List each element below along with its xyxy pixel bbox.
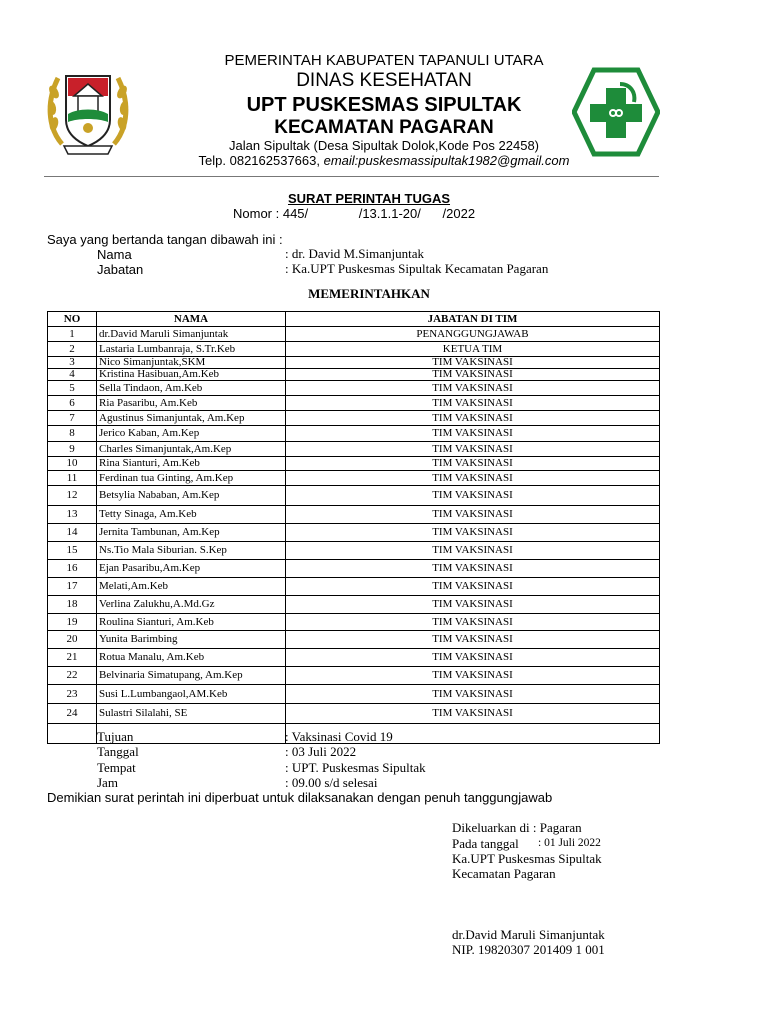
signer-nip: NIP. 19820307 201409 1 001 — [452, 942, 605, 957]
row-number: 7 — [48, 411, 97, 426]
row-position: TIM VAKSINASI — [286, 596, 660, 614]
signer-position: Ka.UPT Puskesmas Sipultak — [452, 851, 602, 866]
jabatan-value: : Ka.UPT Puskesmas Sipultak Kecamatan Pagaran — [285, 261, 549, 276]
table-row — [48, 327, 660, 342]
row-name: Verlina Zalukhu,A.Md.Gz — [97, 596, 286, 614]
row-position: TIM VAKSINASI — [286, 578, 660, 596]
table-row — [48, 396, 660, 411]
row-number: 5 — [48, 381, 97, 396]
table-row — [48, 411, 660, 426]
row-name: Betsylia Nababan, Am.Kep — [97, 486, 286, 506]
row-number: 11 — [48, 471, 97, 486]
tujuan-value: : Vaksinasi Covid 19 — [285, 729, 393, 744]
letterhead-address: Jalan Sipultak (Desa Sipultak Dolok,Kode Pos 22458) — [228, 138, 539, 153]
row-number: 4 — [48, 369, 97, 381]
row-name: Belvinaria Simatupang, Am.Kep — [97, 667, 286, 685]
table-header-row — [48, 312, 660, 327]
row-position: TIM VAKSINASI — [286, 704, 660, 724]
row-position: TIM VAKSINASI — [286, 486, 660, 506]
row-number: 20 — [48, 631, 97, 649]
tujuan-label: Tujuan — [97, 729, 134, 744]
row-name: Charles Simanjuntak,Am.Kep — [97, 442, 286, 457]
row-position: TIM VAKSINASI — [286, 614, 660, 631]
row-position: TIM VAKSINASI — [286, 524, 660, 542]
row-name: Roulina Sianturi, Am.Keb — [97, 614, 286, 631]
row-name: Agustinus Simanjuntak, Am.Kep — [97, 411, 286, 426]
row-number: 23 — [48, 685, 97, 704]
nama-label: Nama — [97, 247, 132, 262]
row-position: TIM VAKSINASI — [286, 442, 660, 457]
nama-value: : dr. David M.Simanjuntak — [285, 246, 425, 261]
row-name: Ns.Tio Mala Siburian. S.Kep — [97, 542, 286, 560]
row-position: TIM VAKSINASI — [286, 457, 660, 471]
row-position: TIM VAKSINASI — [286, 411, 660, 426]
row-number: 16 — [48, 560, 97, 578]
table-row — [48, 614, 660, 631]
row-position: TIM VAKSINASI — [286, 649, 660, 667]
letterhead-divider — [44, 176, 659, 177]
table-row — [48, 685, 660, 704]
issued-date-label: Pada tanggal — [452, 836, 519, 851]
issued-at: Dikeluarkan di : Pagaran — [452, 820, 582, 835]
letterhead-district: KECAMATAN PAGARAN — [274, 117, 494, 138]
table-row — [48, 369, 660, 381]
row-name: dr.David Maruli Simanjuntak — [97, 327, 286, 342]
row-name: Sulastri Silalahi, SE — [97, 704, 286, 724]
row-number: 22 — [48, 667, 97, 685]
row-name: Ejan Pasaribu,Am.Kep — [97, 560, 286, 578]
row-position: TIM VAKSINASI — [286, 396, 660, 411]
letterhead-contact — [0, 153, 768, 168]
row-position: TIM VAKSINASI — [286, 560, 660, 578]
table-row — [48, 426, 660, 442]
table-row — [48, 506, 660, 524]
letterhead-government: PEMERINTAH KABUPATEN TAPANULI UTARA — [224, 52, 544, 69]
jabatan-label: Jabatan — [97, 262, 144, 277]
row-number: 15 — [48, 542, 97, 560]
row-number: 18 — [48, 596, 97, 614]
row-name: Melati,Am.Keb — [97, 578, 286, 596]
row-name: Ferdinan tua Ginting, Am.Kep — [97, 471, 286, 486]
row-number: 19 — [48, 614, 97, 631]
row-number: 6 — [48, 396, 97, 411]
row-number — [48, 724, 97, 744]
letterhead-phone: Telp. 082162537663, — [198, 153, 324, 168]
row-number: 17 — [48, 578, 97, 596]
table-row — [48, 381, 660, 396]
letterhead-agency: DINAS KESEHATAN — [296, 70, 472, 91]
tempat-value: : UPT. Puskesmas Sipultak — [285, 760, 426, 775]
row-name: Rina Sianturi, Am.Keb — [97, 457, 286, 471]
row-number: 8 — [48, 426, 97, 442]
row-number: 12 — [48, 486, 97, 506]
row-name: Ria Pasaribu, Am.Keb — [97, 396, 286, 411]
row-name: Kristina Hasibuan,Am.Keb — [97, 369, 286, 381]
staff-table — [47, 311, 660, 744]
row-number: 10 — [48, 457, 97, 471]
table-row — [48, 442, 660, 457]
signer-name: dr.David Maruli Simanjuntak — [452, 927, 605, 942]
row-name: Tetty Sinaga, Am.Keb — [97, 506, 286, 524]
table-row — [48, 542, 660, 560]
header-nama: NAMA — [97, 312, 286, 327]
table-row — [48, 631, 660, 649]
row-number: 9 — [48, 442, 97, 457]
table-row — [48, 667, 660, 685]
row-name: Susi L.Lumbangaol,AM.Keb — [97, 685, 286, 704]
row-position: TIM VAKSINASI — [286, 542, 660, 560]
table-row — [48, 342, 660, 357]
row-name: Rotua Manalu, Am.Keb — [97, 649, 286, 667]
row-number: 14 — [48, 524, 97, 542]
row-name: Lastaria Lumbanraja, S.Tr.Keb — [97, 342, 286, 357]
row-position: TIM VAKSINASI — [286, 426, 660, 442]
signer-district: Kecamatan Pagaran — [452, 866, 556, 881]
row-number: 2 — [48, 342, 97, 357]
tanggal-label: Tanggal — [97, 744, 139, 759]
row-name: Jerico Kaban, Am.Kep — [97, 426, 286, 442]
table-row — [48, 357, 660, 369]
document-number: Nomor : 445/ /13.1.1-20/ /2022 — [233, 206, 476, 221]
header-jabatan: JABATAN DI TIM — [286, 312, 660, 327]
row-position: PENANGGUNGJAWAB — [286, 327, 660, 342]
intro-text: Saya yang bertanda tangan dibawah ini : — [47, 232, 283, 247]
table-row — [48, 471, 660, 486]
header-no: NO — [48, 312, 97, 327]
tempat-label: Tempat — [97, 760, 136, 775]
row-name: Nico Simanjuntak,SKM — [97, 357, 286, 369]
row-name: Jernita Tambunan, Am.Kep — [97, 524, 286, 542]
row-position: TIM VAKSINASI — [286, 357, 660, 369]
issued-date-value: : 01 Juli 2022 — [538, 837, 601, 849]
row-position: TIM VAKSINASI — [286, 631, 660, 649]
row-number: 24 — [48, 704, 97, 724]
row-number: 21 — [48, 649, 97, 667]
row-name: Sella Tindaon, Am.Keb — [97, 381, 286, 396]
letterhead-institution: UPT PUSKESMAS SIPULTAK — [246, 94, 522, 116]
table-row — [48, 704, 660, 724]
row-number: 13 — [48, 506, 97, 524]
row-position: TIM VAKSINASI — [286, 369, 660, 381]
row-position: KETUA TIM — [286, 342, 660, 357]
row-number: 1 — [48, 327, 97, 342]
table-row — [48, 457, 660, 471]
document-title: SURAT PERINTAH TUGAS — [287, 191, 451, 206]
row-position: TIM VAKSINASI — [286, 506, 660, 524]
letterhead-email: email:puskesmassipultak1982@gmail.com — [323, 153, 570, 168]
table-row — [48, 596, 660, 614]
jam-value: : 09.00 s/d selesai — [285, 775, 378, 790]
row-position: TIM VAKSINASI — [286, 471, 660, 486]
row-position: TIM VAKSINASI — [286, 381, 660, 396]
table-row — [48, 486, 660, 506]
table-row — [48, 524, 660, 542]
staff-table-body — [48, 327, 660, 744]
table-row — [48, 578, 660, 596]
tanggal-value: : 03 Juli 2022 — [285, 744, 357, 759]
table-row — [48, 649, 660, 667]
row-position: TIM VAKSINASI — [286, 685, 660, 704]
row-position: TIM VAKSINASI — [286, 667, 660, 685]
jam-label: Jam — [97, 775, 118, 790]
closing-text: Demikian surat perintah ini diperbuat untuk dilaksanakan dengan penuh tanggungjawab — [47, 790, 553, 805]
instruction-heading: MEMERINTAHKAN — [308, 286, 430, 301]
table-row — [48, 560, 660, 578]
row-name: Yunita Barimbing — [97, 631, 286, 649]
row-number: 3 — [48, 357, 97, 369]
